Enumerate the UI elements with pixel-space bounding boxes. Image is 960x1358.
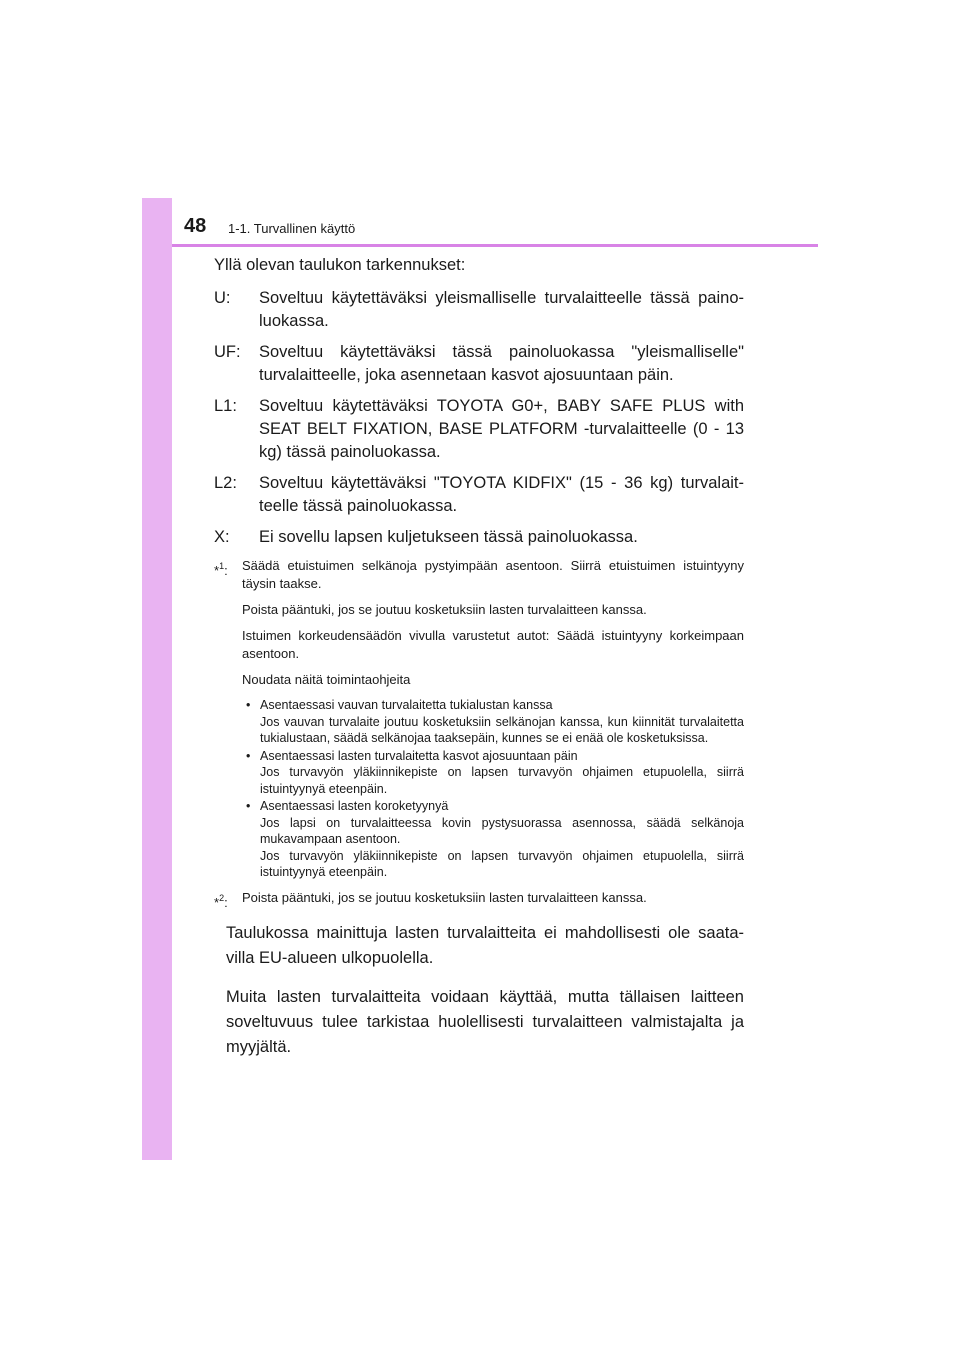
footnote-text: Säädä etuistuimen selkänoja pystyimpään asentoon. Siirrä etuistuimen istuintyyny täysin taakse. — [242, 558, 744, 591]
page-content — [214, 254, 744, 1060]
definition-term: X: — [214, 528, 230, 546]
list-item — [242, 697, 744, 747]
section-title: 1-1. Turvallinen käyttö — [228, 221, 356, 236]
header-divider — [172, 244, 818, 247]
footnote-colon: : — [224, 894, 228, 910]
list-item-title: Asentaessasi lasten turvalaitetta kasvot ajosuuntaan päin — [260, 748, 578, 763]
footnote-paragraph: Noudata näitä toimintaohjeita — [242, 672, 411, 687]
definition-x — [214, 526, 744, 549]
list-item — [242, 748, 744, 798]
footnote-paragraph: Istuimen korkeudensäädön vivulla varustetut autot: Säädä istuintyyny korkeimpaan asentoon. — [242, 628, 744, 661]
chapter-side-tab — [142, 198, 172, 1160]
footnote-colon: : — [224, 563, 228, 578]
body-paragraph: Taulukossa mainittuja lasten turvalaitteita ei mahdollisesti ole saata-villa EU-alueen ulkopuolella. — [226, 923, 744, 967]
bullet-dot: • — [246, 698, 251, 712]
footnote-number: 2 — [219, 892, 225, 903]
footnote-number: 1 — [219, 561, 225, 571]
definition-text: Soveltuu käytettäväksi tässä painoluokassa "yleismalliselle" turvalaitteelle, joka asennetaan kasvot ajosuuntaan päin. — [259, 343, 744, 384]
body-paragraph: Muita lasten turvalaitteita voidaan käyttää, mutta tällaisen laitteen soveltuvuus tulee tarkistaa huolellisesti turvalaitteen valmistajalta ja myyjältä. — [226, 987, 744, 1056]
bullet-dot: • — [246, 748, 251, 763]
page-number: 48 — [184, 215, 207, 237]
list-item — [242, 798, 744, 881]
footnote-marker — [214, 889, 228, 912]
instruction-list — [242, 697, 744, 881]
definition-text: Soveltuu käytettäväksi TOYOTA G0+, BABY SAFE PLUS with SEAT BELT FIXATION, BASE PLATFORM -turvalaitteelle (0 - 13 kg) tässä painoluokassa. — [259, 397, 744, 461]
definition-uf — [214, 341, 744, 387]
list-item-body: Jos vauvan turvalaite joutuu kosketuksiin selkänojan kanssa, kun kiinnität turvalaitetta tukialustaan, säädä selkänojaa taaksepäin, kunnes se ei enää ole kosketuksissa. — [260, 714, 744, 745]
footnote-paragraph: Poista pääntuki, jos se joutuu kosketuksiin lasten turvalaitteen kanssa. — [242, 602, 647, 617]
bullet-dot: • — [246, 799, 251, 813]
footnote-star: * — [214, 894, 220, 910]
list-item-body: Jos lapsi on turvalaitteessa kovin pystysuorassa asennossa, säädä selkänoja mukavampaan asentoon. — [260, 815, 744, 846]
definition-term: L2: — [214, 474, 237, 492]
list-item-body: Jos turvavyön yläkiinnikepiste on lapsen turvavyön ohjaimen etupuolella, siirrä istuintyynyä eteenpäin. — [260, 765, 744, 796]
definition-term: L1: — [214, 397, 237, 415]
footnote-2 — [214, 889, 744, 910]
footnote-marker — [214, 557, 228, 580]
definition-text: Ei sovellu lapsen kuljetukseen tässä painoluokassa. — [259, 528, 638, 546]
footnote-1 — [214, 557, 744, 593]
definition-text: Soveltuu käytettäväksi yleismalliselle turvalaitteelle tässä paino-luokassa. — [259, 289, 744, 330]
list-item-title: Asentaessasi vauvan turvalaitetta tukialustan kanssa — [260, 698, 553, 712]
list-item-body: Jos turvavyön yläkiinnikepiste on lapsen turvavyön ohjaimen etupuolella, siirrä istuintyynyä eteenpäin. — [260, 848, 744, 879]
definition-term: U: — [214, 289, 231, 307]
table-notes-heading: Yllä olevan taulukon tarkennukset: — [214, 256, 466, 274]
footnote-text: Poista pääntuki, jos se joutuu kosketuksiin lasten turvalaitteen kanssa. — [242, 889, 647, 905]
definition-text: Soveltuu käytettäväksi "TOYOTA KIDFIX" (15 - 36 kg) turvalait-teelle tässä painoluokassa. — [259, 474, 744, 515]
footnote-star: * — [214, 563, 220, 578]
definition-l1 — [214, 395, 744, 464]
definition-l2 — [214, 472, 744, 518]
list-item-title: Asentaessasi lasten koroketyynyä — [260, 799, 449, 813]
definition-u — [214, 287, 744, 333]
definition-term: UF: — [214, 343, 241, 361]
